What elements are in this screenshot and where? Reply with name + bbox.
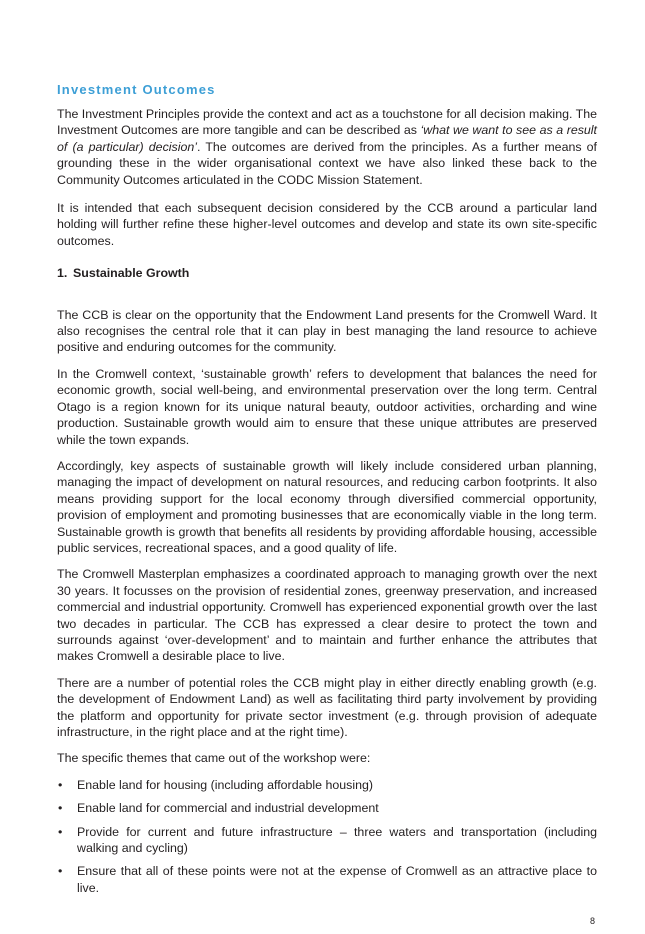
list-item xyxy=(57,800,597,816)
bullet-icon: • xyxy=(58,801,63,816)
list-item-text: Enable land for commercial and industrial development xyxy=(77,801,379,816)
list-item xyxy=(57,824,597,857)
list-item-text: Provide for current and future infrastructure – three waters and transportation (including walking and cycling) xyxy=(77,824,597,856)
bullet-icon: • xyxy=(58,824,63,839)
body-paragraph-5: There are a number of potential roles the CCB might play in either directly enabling growth (e.g. the development of Endowment Land) as well as facilitating third party involvement by providing the platform and opportunity for private sector investment (e.g. through provision of adequate infrastructure, in the right place and at the right time). xyxy=(57,675,597,739)
body-paragraph-3: Accordingly, key aspects of sustainable growth will likely include considered urban planning, managing the impact of development on natural resources, and reducing carbon footprints. It also means providing support for the local economy through diversified commercial opportunity, provision of employment and promoting businesses that are economically viable in the long term. Sustainable growth is growth that benefits all residents by providing affordable housing, accessible public services, recreational spaces, and a good quality of life. xyxy=(57,458,597,555)
list-item-text: Ensure that all of these points were not at the expense of Cromwell as an attractive place to live. xyxy=(77,864,597,895)
page-number: 8 xyxy=(590,916,596,926)
themes-list xyxy=(57,777,597,896)
section-heading: Investment Outcomes xyxy=(57,82,216,97)
themes-intro: The specific themes that came out of the workshop were: xyxy=(57,751,371,766)
intro-paragraph-2: It is intended that each subsequent decision considered by the CCB around a particular land holding will further refine these higher-level outcomes and develop and state its own site-specific outcomes. xyxy=(57,201,597,248)
bullet-icon: • xyxy=(58,777,63,792)
intro-text-start: The Investment Principles provide the context and act as a touchstone for all decision making. The Investment Outcomes are more tangible and can be described as xyxy=(57,107,597,138)
intro-text-end: . The outcomes are derived from the principles. As a further means of grounding these in the wider organisational context we have also linked these back to the Community Outcomes articulated in the CODC Mission Statement. xyxy=(57,139,597,187)
bullet-icon: • xyxy=(58,864,63,879)
list-item-text: Enable land for housing (including affordable housing) xyxy=(77,777,373,792)
body-paragraph-1: The CCB is clear on the opportunity that the Endowment Land presents for the Cromwell Ward. It also recognises the central role that it can play in best managing the land resource to achieve positive and enduring outcomes for the community. xyxy=(57,307,597,355)
subsection-number: 1. xyxy=(57,266,68,281)
subsection-title: Sustainable Growth xyxy=(73,266,190,281)
list-item xyxy=(57,777,597,793)
list-item xyxy=(57,863,597,896)
body-paragraph-4: The Cromwell Masterplan emphasizes a coordinated approach to managing growth over the next 30 years. It focusses on the provision of residential zones, greenway preservation, and increased commercial and industrial opportunity. Cromwell has experienced exponential growth over the last two decades in particular. The CCB has expressed a clear desire to protect the town and surrounds against ‘over-development’ and to maintain and further enhance the attributes that makes Cromwell a desirable place to live. xyxy=(57,567,597,664)
body-paragraph-2: In the Cromwell context, ‘sustainable growth’ refers to development that balances the need for economic growth, social well-being, and environmental preservation over the long term. Central Otago is a region known for its unique natural beauty, outdoor activities, orcharding and wine production. Sustainable growth would aim to ensure that these unique attributes are preserved while the town expands. xyxy=(57,366,597,447)
subsection-heading xyxy=(57,265,597,281)
intro-italic-quote: ‘what we want to see as a result of (a particular) decision’ xyxy=(57,123,598,154)
intro-paragraph-1 xyxy=(57,106,597,188)
page-content xyxy=(57,81,597,903)
